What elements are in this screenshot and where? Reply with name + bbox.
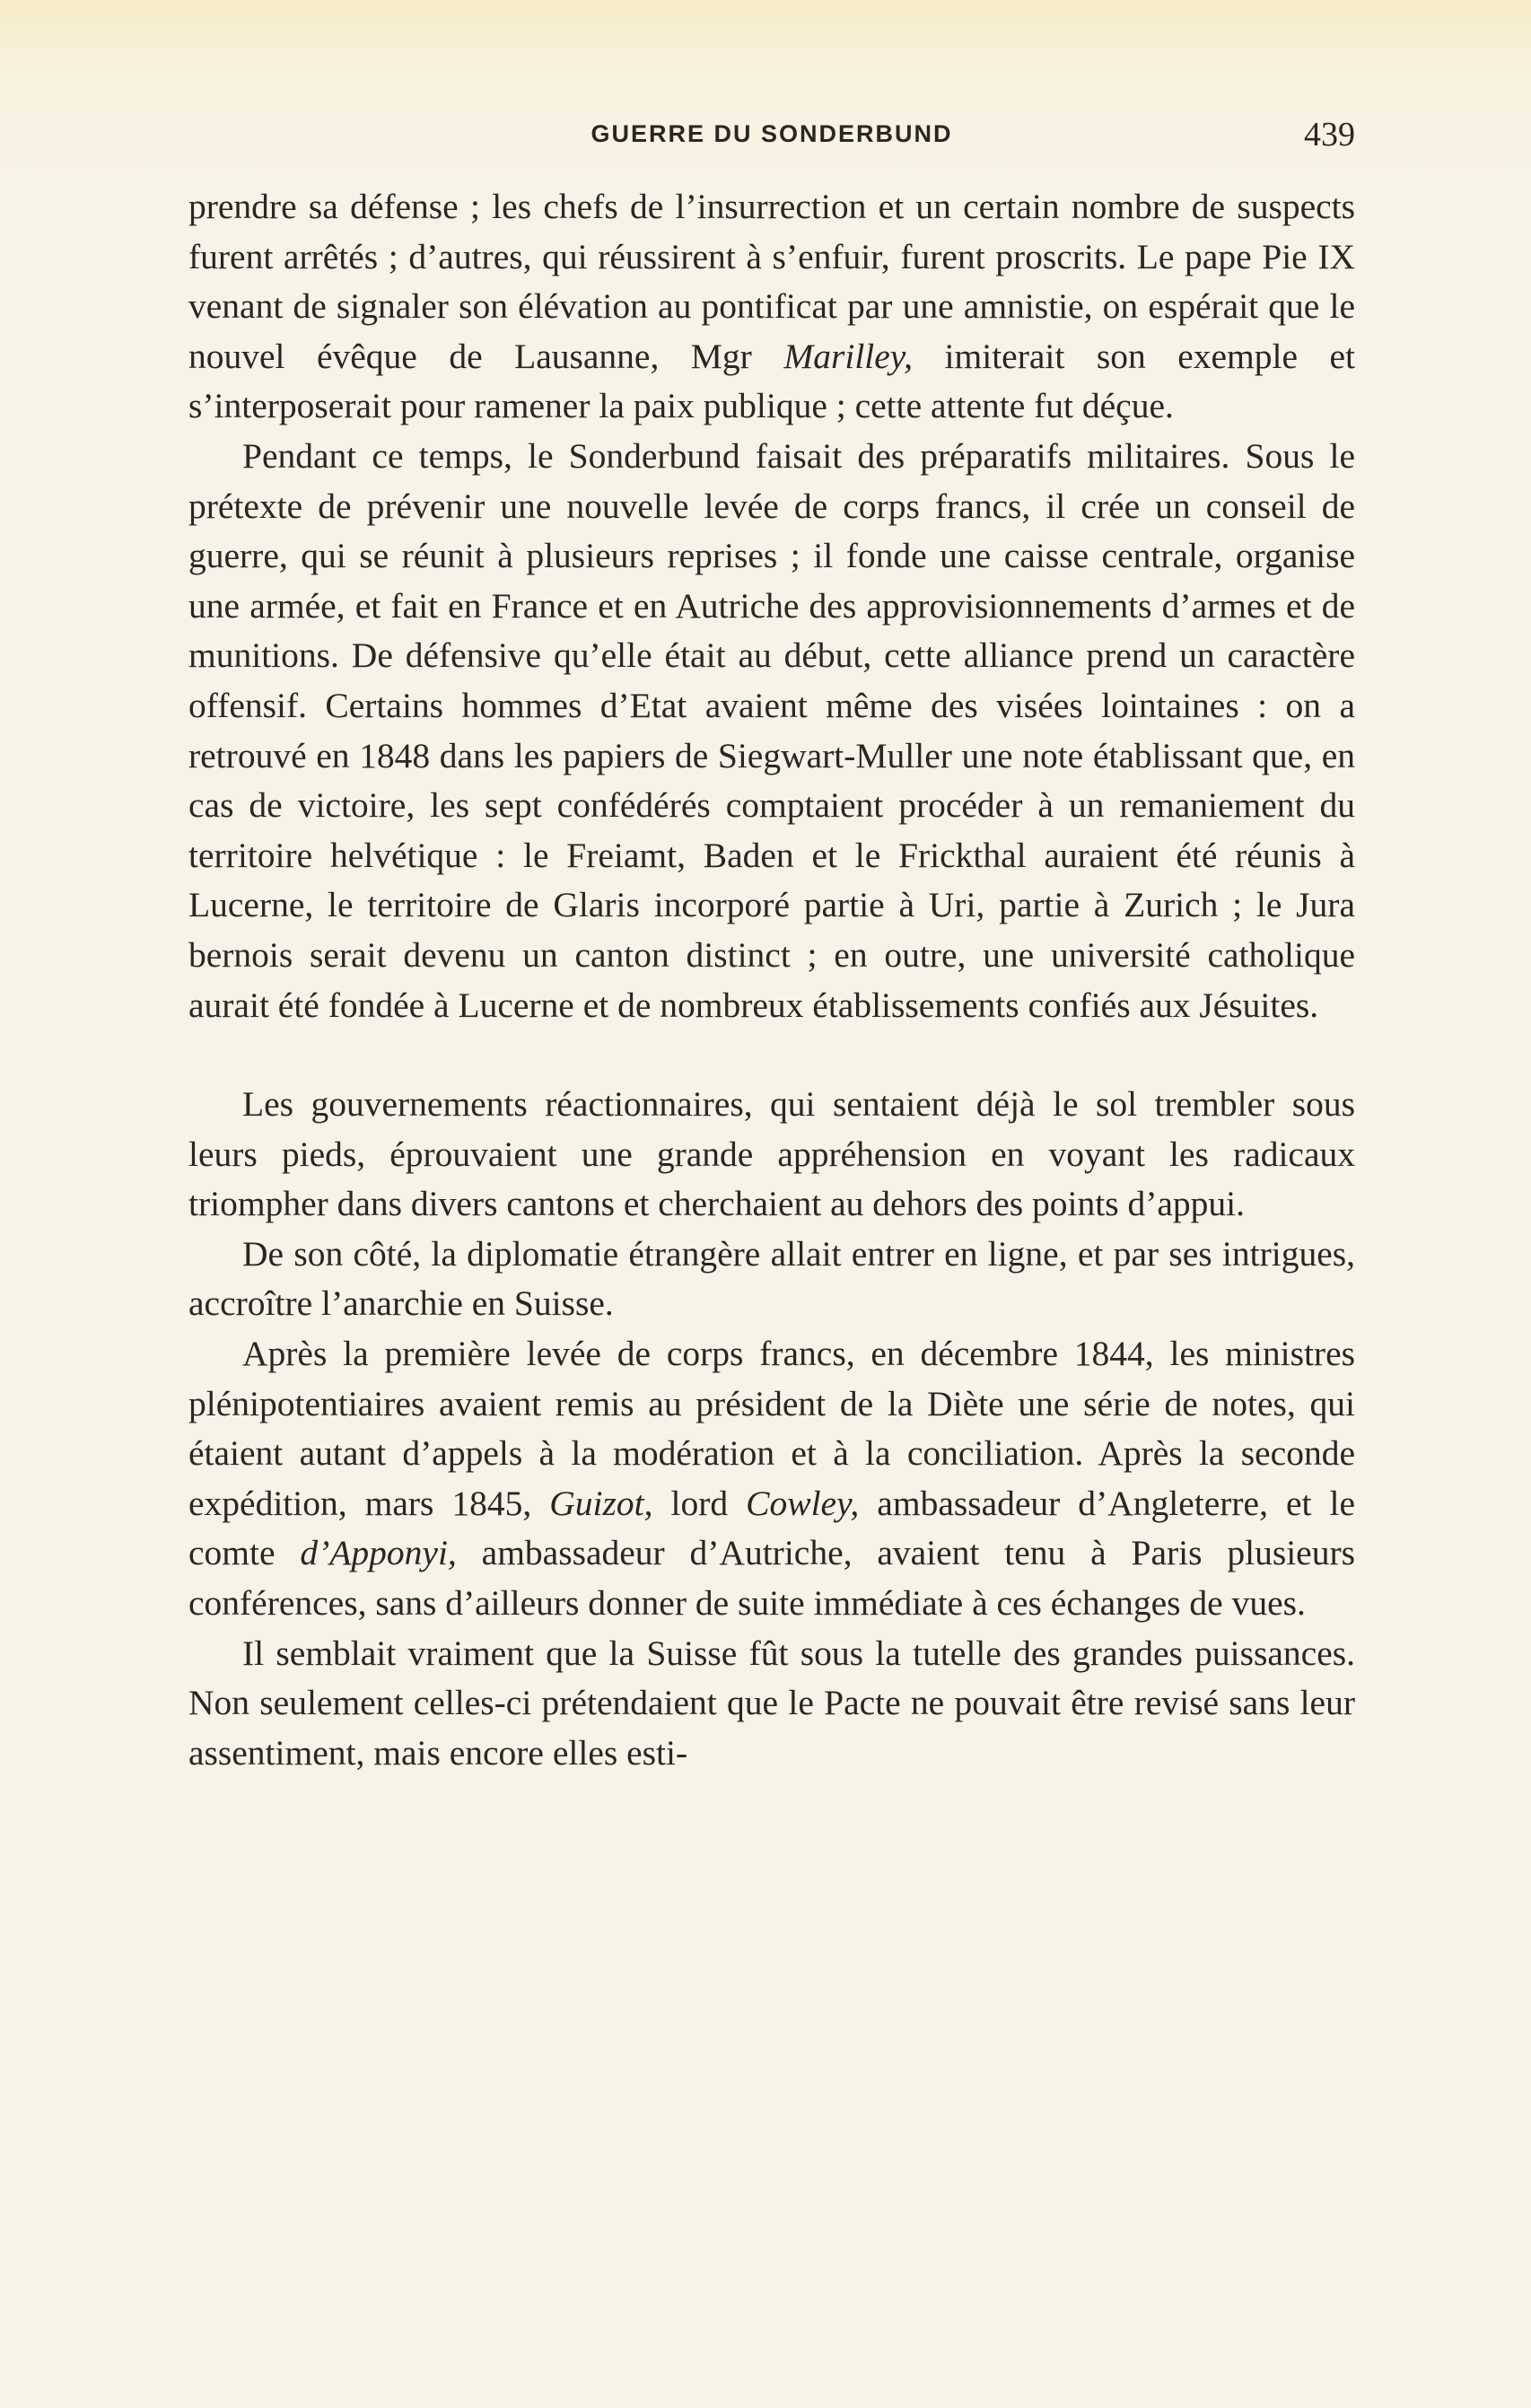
body-text [188, 182, 1355, 1778]
paragraph [188, 1329, 1355, 1629]
text-run: ambassadeur d’Angleterre, et le comte [188, 1483, 1355, 1573]
text-run: lord [652, 1483, 747, 1523]
running-title: GUERRE DU SONDERBUND [591, 120, 953, 147]
paragraph [188, 1230, 1355, 1329]
text-run: Après la première levée de corps francs, en décembre 1844, les ministres plénipotentiaires avaient remis au président de la Diète une série de notes, qui étaient autant d’appels à la modération et à la conciliation. Après la seconde expédition, mars 1845, [188, 1334, 1355, 1523]
italic-name: d’Apponyi, [300, 1533, 457, 1573]
text-run: Les gouvernements réactionnaires, qui sentaient déjà le sol trembler sous leurs pieds, éprouvaient une grande appréhension en voyant les radicaux triompher dans divers cantons et cherchaient au dehors des points d’appui. [188, 1084, 1355, 1224]
italic-name: Cowley, [746, 1483, 860, 1523]
text-run: Pendant ce temps, le Sonderbund faisait des préparatifs militaires. Sous le prétexte de prévenir une nouvelle levée de corps francs, il crée un conseil de guerre, qui se réunit à plusieurs reprises ; il fonde une caisse centrale, organise une armée, et fait en France et en Autriche des approvisionnements d’armes et de munitions. De défensive qu’elle était au début, cette alliance prend un caractère offensif. Certains hommes d’Etat avaient même des visées lointaines : on a retrouvé en 1848 dans les papiers de Siegwart-Muller une note établissant que, en cas de victoire, les sept confédérés comptaient procéder à un remaniement du territoire helvétique : le Freiamt, Baden et le Frickthal auraient été réunis à Lucerne, le territoire de Glaris incorporé partie à Uri, partie à Zurich ; le Jura bernois serait devenu un canton distinct ; en outre, une université catholique aurait été fondée à Lucerne et de nombreux établissements confiés aux Jésuites. [188, 435, 1355, 1025]
page-number: 439 [1304, 116, 1355, 153]
italic-name: Guizot, [549, 1483, 653, 1523]
text-run: imiterait son exemple et s’interposerait pour ramener la paix publique ; cette attente fut déçue. [188, 336, 1355, 426]
text-run: De son côté, la diplomatie étrangère allait entrer en ligne, et par ses intrigues, accroître l’anarchie en Suisse. [188, 1233, 1355, 1324]
text-run: prendre sa défense ; les chefs de l’insurrection et un certain nombre de suspects furent arrêtés ; d’autres, qui réussirent à s’enfuir, furent proscrits. Le pape Pie IX venant de signaler son élévation au pontificat par une amnistie, on espérait que le nouvel évêque de Lausanne, Mgr [188, 187, 1355, 376]
paragraph-continuation [188, 182, 1355, 432]
paragraph [188, 432, 1355, 1030]
text-run: Il semblait vraiment que la Suisse fût sous la tutelle des grandes puissances. Non seulement celles-ci prétendaient que le Pacte ne pouvait être revisé sans leur assentiment, mais encore elles esti- [188, 1633, 1355, 1773]
page-header [188, 115, 1355, 160]
italic-name: Marilley, [783, 336, 914, 376]
paragraph [188, 1629, 1355, 1779]
text-run: ambassadeur d’Autriche, avaient tenu à Paris plusieurs conférences, sans d’ailleurs donner de suite immédiate à ces échanges de vues. [188, 1533, 1355, 1624]
paragraph [188, 1080, 1355, 1230]
